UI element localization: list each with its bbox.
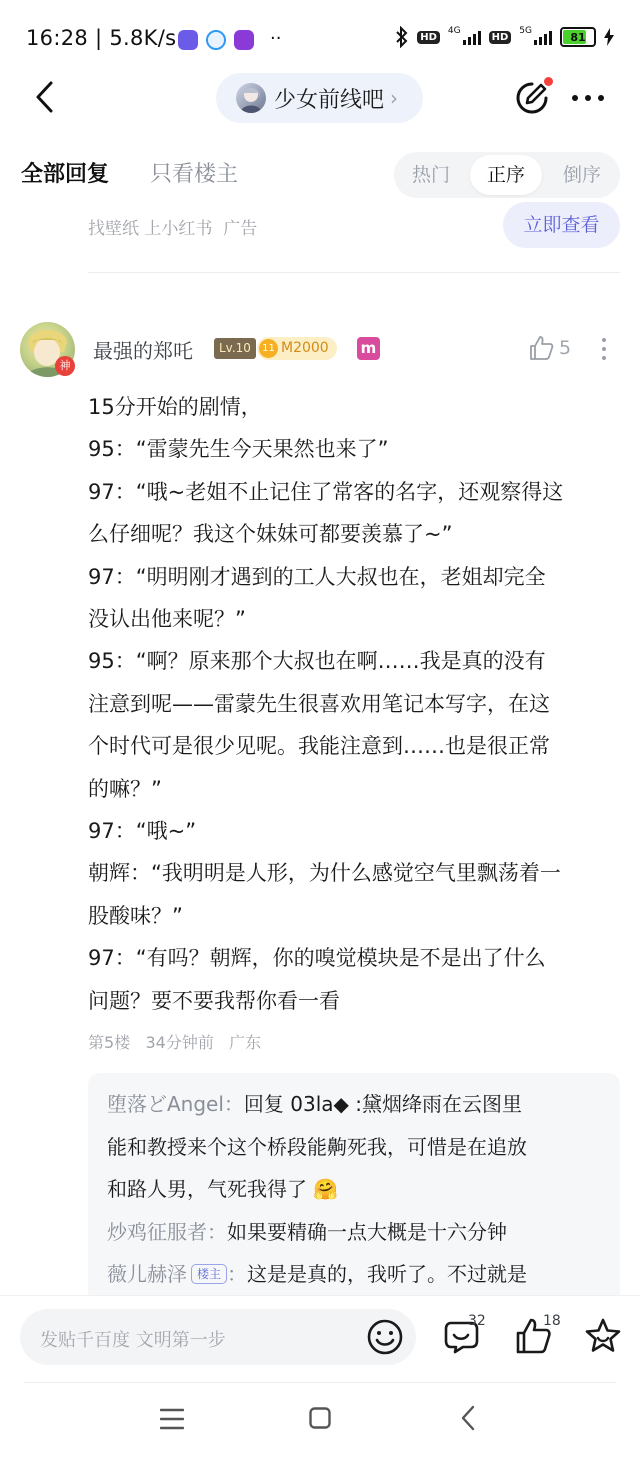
more-vertical-icon[interactable] xyxy=(600,336,608,362)
avatar-badge: 神 xyxy=(55,356,75,376)
post-line: 15分开始的剧情， xyxy=(88,395,262,419)
post-line: 97：“哦~” xyxy=(88,819,197,844)
username[interactable]: 最强的郑吒 xyxy=(93,339,193,363)
ad-title: 找壁纸 上小红书 xyxy=(88,219,213,239)
notification-dot xyxy=(544,77,553,86)
post-line: 朝辉：“我明明是人形，为什么感觉空气里飘荡着一 xyxy=(88,861,561,886)
floor-number: 第5楼 xyxy=(88,1033,131,1052)
notification-app-icon xyxy=(206,30,226,50)
post-line: 97：“有吗？朝辉，你的嗅觉模块是不是出了什么 xyxy=(88,946,546,971)
post-line: 没认出他来呢？” xyxy=(88,607,246,632)
tab-owner-only[interactable]: 只看楼主 xyxy=(150,162,239,187)
tab-all-replies[interactable]: 全部回复 xyxy=(21,162,110,187)
reply-username[interactable]: 堕落どAngel xyxy=(107,1092,224,1116)
owner-tag: 楼主 xyxy=(191,1264,227,1284)
member-badge: m xyxy=(357,337,380,360)
post-meta xyxy=(88,1030,261,1053)
battery-level: 81 xyxy=(570,30,586,44)
edit-icon[interactable] xyxy=(514,80,550,116)
post-content xyxy=(88,386,620,1022)
ad-text[interactable] xyxy=(88,214,257,239)
reply-text: 和路人男，气死我得了 xyxy=(107,1177,307,1201)
vip-level-icon: 11 xyxy=(259,339,278,358)
like-count: 5 xyxy=(559,337,572,359)
sort-ascending-button[interactable]: 正序 xyxy=(470,155,542,195)
star-icon[interactable] xyxy=(584,1317,622,1355)
post-line: 95：“啊？原来那个大叔也在啊……我是真的没有 xyxy=(88,649,546,674)
battery-icon xyxy=(560,27,596,47)
comment-count: 32 xyxy=(468,1313,486,1329)
back-icon[interactable] xyxy=(28,80,62,114)
hug-emoji-icon: 🤗 xyxy=(313,1177,339,1201)
sort-segmented-control xyxy=(394,152,620,198)
signal-icon xyxy=(463,29,481,45)
divider xyxy=(24,1382,616,1383)
ad-tag: 广告 xyxy=(223,219,258,239)
ad-view-button[interactable]: 立即查看 xyxy=(503,202,620,248)
notification-app-icon xyxy=(178,30,198,50)
notification-app-icon xyxy=(234,30,254,50)
reply-username[interactable]: 薇儿赫泽 xyxy=(107,1262,187,1286)
post-time: 34分钟前 xyxy=(145,1033,214,1052)
charging-icon xyxy=(604,28,614,46)
post-line: 个时代可是很少见呢。我能注意到……也是很正常 xyxy=(88,734,550,759)
reply-text: 回复 03la◆ :黛烟绛雨在云图里 xyxy=(243,1092,523,1116)
reply-username[interactable]: 炒鸡征服者 xyxy=(107,1219,207,1244)
thumbs-up-icon[interactable] xyxy=(528,335,554,361)
sort-descending-button[interactable]: 倒序 xyxy=(562,164,601,186)
recent-apps-icon[interactable] xyxy=(160,1408,184,1430)
post-line: 97：“明明刚才遇到的工人大叔也在，老姐却完全 xyxy=(88,564,546,589)
forum-avatar xyxy=(236,83,266,113)
post-line: 问题？要不要我帮你看一看 xyxy=(88,988,340,1013)
bluetooth-icon xyxy=(395,26,409,48)
post-line: 97：“哦~老姐不止记住了常客的名字，还观察得这 xyxy=(88,479,564,504)
hd-icon: HD xyxy=(489,31,512,44)
sub-reply-line xyxy=(107,1168,607,1211)
forum-name-button[interactable] xyxy=(216,73,423,123)
chevron-right-icon: › xyxy=(390,86,399,110)
post-line: 的嘛？” xyxy=(88,776,162,801)
more-icon[interactable] xyxy=(570,86,606,110)
status-bar-indicators xyxy=(395,26,614,48)
emoji-icon[interactable] xyxy=(366,1318,404,1356)
sub-reply-line: 能和教授来个这个桥段能齁死我，可惜是在追放 xyxy=(107,1134,527,1159)
sub-replies[interactable] xyxy=(88,1073,620,1303)
signal-icon xyxy=(534,29,552,45)
sub-reply: 炒鸡征服者：如果要精确一点大概是十六分钟 xyxy=(107,1219,507,1244)
network-4g-label: 4G xyxy=(447,26,461,36)
post-line: 么仔细呢？我这个妹妹可都要羡慕了~” xyxy=(88,522,453,547)
sub-reply: 堕落どAngel：回复 03la◆ :黛烟绛雨在云图里 xyxy=(107,1092,523,1116)
post-line: 95：“雷蒙先生今天果然也来了” xyxy=(88,437,389,462)
level-badge: Lv.10 xyxy=(214,338,256,359)
more-notifications-icon: ·· xyxy=(270,28,282,49)
network-5g-label: 5G xyxy=(519,26,532,36)
hd-icon: HD xyxy=(417,31,440,44)
home-icon[interactable] xyxy=(309,1407,331,1429)
post-line: 股酸味？” xyxy=(88,903,183,928)
like-count: 18 xyxy=(543,1313,561,1329)
sort-hot-button[interactable]: 热门 xyxy=(411,164,450,186)
post-location: 广东 xyxy=(229,1033,262,1052)
divider xyxy=(88,272,620,273)
reply-text: 这是是真的，我听了。不过就是 xyxy=(247,1262,528,1286)
reply-text: 如果要精确一点大概是十六分钟 xyxy=(227,1219,507,1244)
status-bar-time: 16:28 | 5.8K/s xyxy=(26,26,177,50)
post-line: 注意到呢——雷蒙先生很喜欢用笔记本写字，在这 xyxy=(88,691,550,716)
vip-label: M2000 xyxy=(281,340,329,356)
reply-input-placeholder: 发贴千百度 文明第一步 xyxy=(40,1330,226,1351)
sub-reply: 薇儿赫泽 楼主 ：这是是真的，我听了。不过就是 xyxy=(107,1262,528,1286)
nav-back-icon[interactable] xyxy=(460,1405,476,1431)
forum-name: 少女前线吧 xyxy=(274,87,385,113)
